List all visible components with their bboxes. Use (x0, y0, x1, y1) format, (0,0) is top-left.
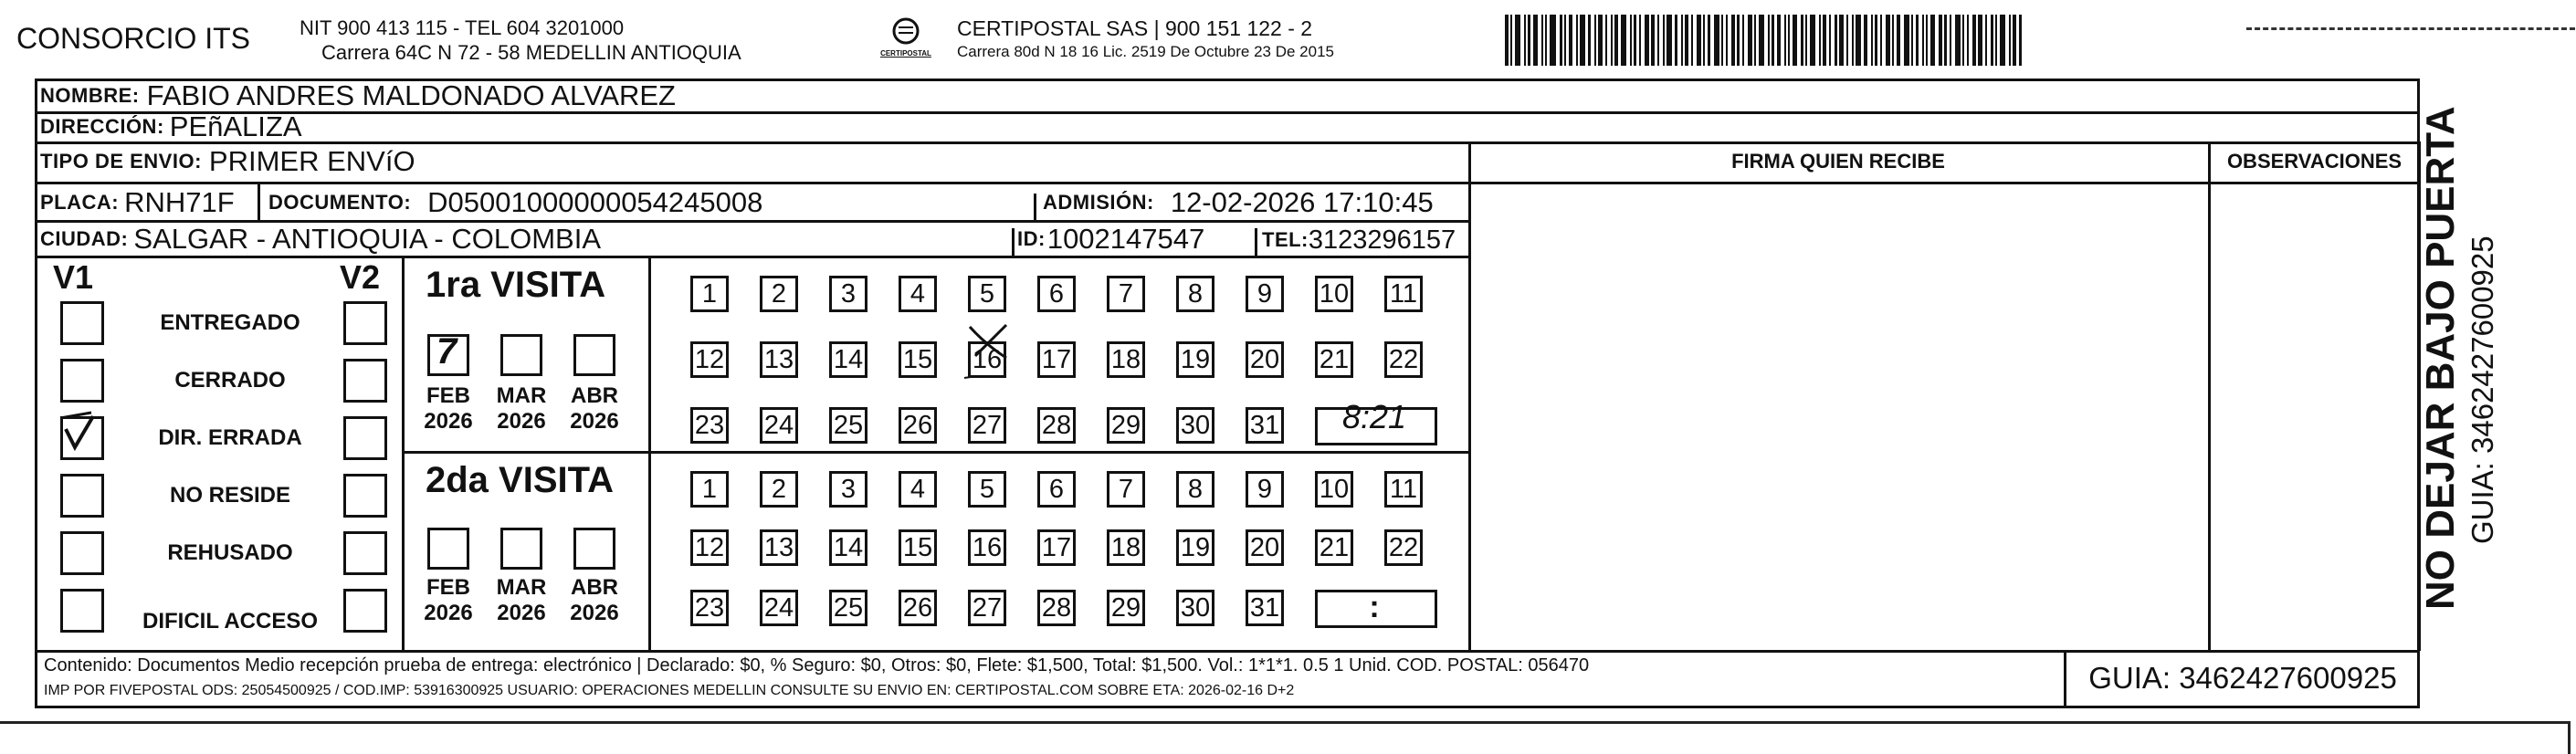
second-visit-day[interactable]: 25 (829, 590, 867, 626)
month-name: MAR (496, 383, 547, 408)
barcode (1505, 15, 2235, 66)
second-visit-day[interactable]: 6 (1037, 471, 1076, 508)
direccion-value: PEñALIZA (169, 110, 302, 142)
ciudad-value: SALGAR - ANTIOQUIA - COLOMBIA (133, 223, 601, 255)
certipostal-address: Carrera 80d N 18 16 Lic. 2519 De Octubre 23 De 2015 (957, 43, 1334, 60)
second-visit-day[interactable]: 21 (1315, 529, 1353, 566)
second-visit-day[interactable]: 29 (1107, 590, 1145, 626)
second-visit-day[interactable]: 16 (968, 529, 1006, 566)
tipo-value: PRIMER ENVíO (208, 145, 415, 177)
certipostal-title: CERTIPOSTAL SAS | 900 151 122 - 2 (957, 16, 1313, 40)
month-checkbox[interactable] (500, 334, 542, 376)
second-visit-day[interactable]: 20 (1246, 529, 1284, 566)
v1-header: V1 (53, 258, 94, 296)
first-visit-day[interactable]: 24 (760, 407, 798, 444)
observaciones-header: OBSERVACIONES (2226, 150, 2403, 173)
month-label (421, 575, 476, 626)
first-visit-day[interactable]: 6 (1037, 276, 1076, 312)
second-visit-day[interactable]: 24 (760, 590, 798, 626)
placa-row (40, 187, 235, 218)
first-visit-day[interactable]: 3 (829, 276, 867, 312)
status-label: ENTREGADO (160, 310, 300, 335)
month-year: 2026 (570, 601, 619, 625)
month-year: 2026 (424, 409, 473, 434)
first-visit-day[interactable]: 1 (690, 276, 729, 312)
v2-checkbox[interactable] (343, 301, 387, 345)
first-visit-day[interactable]: 20 (1246, 341, 1284, 378)
nombre-value: FABIO ANDRES MALDONADO ALVAREZ (146, 79, 676, 111)
v1-checkbox[interactable] (60, 474, 104, 518)
first-month-mark: 7 (436, 331, 457, 372)
first-visit-title: 1ra VISITA (426, 265, 606, 305)
documento-label: DOCUMENTO: (268, 191, 412, 214)
tipo-row (40, 146, 415, 177)
second-visit-day[interactable]: 26 (899, 590, 937, 626)
second-visit-title: 2da VISITA (426, 460, 614, 500)
v2-checkbox[interactable] (343, 474, 387, 518)
month-name: ABR (571, 383, 618, 408)
first-visit-day[interactable]: 17 (1037, 341, 1076, 378)
company-name: CONSORCIO ITS (16, 22, 251, 55)
tel-label: TEL: (1262, 228, 1309, 251)
first-visit-day[interactable]: 28 (1037, 407, 1076, 444)
v1-checkbox[interactable] (60, 359, 104, 403)
documento-row (268, 187, 762, 218)
second-visit-day[interactable]: 22 (1384, 529, 1423, 566)
first-visit-day[interactable]: 13 (760, 341, 798, 378)
month-label (494, 575, 549, 626)
placa-label: PLACA: (40, 191, 120, 214)
month-year: 2026 (497, 601, 546, 625)
first-visit-day[interactable]: 15 (899, 341, 937, 378)
ciudad-label: CIUDAD: (40, 227, 129, 250)
id-value: 1002147547 (1046, 223, 1205, 255)
month-year: 2026 (497, 409, 546, 434)
first-visit-day[interactable]: 10 (1315, 276, 1353, 312)
second-visit-day[interactable]: 1 (690, 471, 729, 508)
status-label: CERRADO (174, 368, 286, 393)
tear-line-bottom (0, 721, 2571, 724)
second-visit-day[interactable]: 13 (760, 529, 798, 566)
month-checkbox[interactable] (427, 528, 469, 570)
second-visit-day[interactable]: 19 (1176, 529, 1214, 566)
placa-value: RNH71F (124, 186, 235, 218)
second-time-value: : (1369, 590, 1380, 624)
first-visit-day[interactable]: 26 (899, 407, 937, 444)
month-name: FEB (426, 575, 470, 600)
month-label (567, 575, 622, 626)
month-year: 2026 (424, 601, 473, 625)
nombre-label: NOMBRE: (40, 84, 140, 107)
ciudad-row (40, 224, 601, 255)
second-visit-day[interactable]: 28 (1037, 590, 1076, 626)
first-visit-day[interactable]: 16 (968, 341, 1006, 378)
first-visit-day[interactable]: 23 (690, 407, 729, 444)
first-visit-day[interactable]: 31 (1246, 407, 1284, 444)
first-visit-day[interactable]: 18 (1107, 341, 1145, 378)
observations-area[interactable] (2211, 184, 2418, 650)
month-name: FEB (426, 383, 470, 408)
second-visit-day[interactable]: 5 (968, 471, 1006, 508)
second-visit-day[interactable]: 18 (1107, 529, 1145, 566)
month-checkbox[interactable] (573, 334, 615, 376)
first-visit-day[interactable]: 21 (1315, 341, 1353, 378)
first-visit-day[interactable]: 14 (829, 341, 867, 378)
first-time-value: 8:21 (1341, 398, 1407, 435)
second-visit-day[interactable]: 7 (1107, 471, 1145, 508)
id-row (1017, 224, 1204, 255)
company-address: Carrera 64C N 72 - 58 MEDELLIN ANTIOQUIA (321, 41, 741, 64)
first-visit-day[interactable]: 12 (690, 341, 729, 378)
first-visit-day[interactable]: 19 (1176, 341, 1214, 378)
company-nit: NIT 900 413 115 - TEL 604 3201000 (300, 16, 625, 39)
admision-label: ADMISIÓN: (1043, 191, 1154, 214)
footer-guia: GUIA: 3462427600925 (2088, 661, 2397, 695)
month-label (494, 383, 549, 435)
tel-row (1262, 225, 1456, 256)
v2-checkbox[interactable] (343, 416, 387, 460)
v1-checkbox[interactable] (60, 531, 104, 575)
cut-line-top (2246, 27, 2575, 30)
second-visit-day[interactable]: 17 (1037, 529, 1076, 566)
v2-checkbox[interactable] (343, 589, 387, 633)
direccion-label: DIRECCIÓN: (40, 115, 164, 138)
v1-checkbox[interactable] (60, 301, 104, 345)
v2-header: V2 (340, 258, 381, 296)
v1-checkbox[interactable] (60, 416, 104, 460)
documento-value: D05001000000054245008 (427, 186, 763, 218)
direccion-row (40, 111, 302, 142)
admision-value: 12-02-2026 17:10:45 (1170, 186, 1434, 218)
first-visit-day[interactable]: 4 (899, 276, 937, 312)
first-visit-day[interactable]: 30 (1176, 407, 1214, 444)
first-visit-day[interactable]: 29 (1107, 407, 1145, 444)
first-visit-day[interactable]: 8 (1176, 276, 1214, 312)
status-label: REHUSADO (167, 540, 293, 565)
second-visit-day[interactable]: 30 (1176, 590, 1214, 626)
month-name: ABR (571, 575, 618, 600)
first-visit-day[interactable]: 25 (829, 407, 867, 444)
month-checkbox[interactable] (500, 528, 542, 570)
second-visit-day[interactable]: 8 (1176, 471, 1214, 508)
signature-area[interactable] (1471, 184, 2208, 650)
second-visit-day[interactable]: 31 (1246, 590, 1284, 626)
admision-row (1043, 187, 1434, 218)
first-visit-day[interactable]: 2 (760, 276, 798, 312)
first-visit-day[interactable]: 11 (1384, 276, 1423, 312)
second-visit-day[interactable]: 14 (829, 529, 867, 566)
second-visit-day[interactable]: 10 (1315, 471, 1353, 508)
first-visit-day[interactable]: 27 (968, 407, 1006, 444)
v2-checkbox[interactable] (343, 531, 387, 575)
second-visit-day[interactable]: 3 (829, 471, 867, 508)
second-visit-day[interactable]: 27 (968, 590, 1006, 626)
status-label: NO RESIDE (169, 483, 291, 508)
second-visit-day[interactable]: 23 (690, 590, 729, 626)
second-visit-day[interactable]: 12 (690, 529, 729, 566)
month-checkbox[interactable] (573, 528, 615, 570)
tipo-label: TIPO DE ENVIO: (40, 150, 202, 173)
month-year: 2026 (570, 409, 619, 434)
status-label: DIR. ERRADA (158, 425, 302, 450)
first-visit-day[interactable]: 5 (968, 276, 1006, 312)
second-visit-day[interactable]: 11 (1384, 471, 1423, 508)
nombre-row (40, 80, 676, 111)
tel-value: 3123296157 (1308, 225, 1456, 255)
first-visit-day[interactable]: 22 (1384, 341, 1423, 378)
no-dejar-bajo-puerta: NO DEJAR BAJO PUERTA (2418, 106, 2463, 610)
footer-imp: IMP POR FIVEPOSTAL ODS: 25054500925 / COD.IMP: 53916300925 USUARIO: OPERACIONES MEDELLIN CONSULTE SU ENVIO EN: CERTIPOSTAL.COM SOBRE ETA: 2026-02-16 D+2 (44, 683, 1295, 698)
second-visit-day[interactable]: 15 (899, 529, 937, 566)
status-label: DIFICIL ACCESO (142, 609, 318, 634)
second-visit-day[interactable]: 2 (760, 471, 798, 508)
first-visit-day[interactable]: 7 (1107, 276, 1145, 312)
second-visit-day[interactable]: 9 (1246, 471, 1284, 508)
certipostal-logo (878, 16, 933, 62)
month-label (567, 383, 622, 435)
v1-checkbox[interactable] (60, 589, 104, 633)
month-name: MAR (496, 575, 547, 600)
side-guia: GUIA: 3462427600925 (2466, 236, 2499, 544)
first-visit-day[interactable]: 9 (1246, 276, 1284, 312)
month-label (421, 383, 476, 435)
firma-header: FIRMA QUIEN RECIBE (1731, 150, 1945, 173)
second-visit-day[interactable]: 4 (899, 471, 937, 508)
certipostal-logo-text: CERTIPOSTAL (880, 49, 931, 58)
footer-contenido: Contenido: Documentos Medio recepción prueba de entrega: electrónico | Declarado: $0, % Seguro: $0, Otros: $0, Flete: $1,500, Total: $1,500. Vol.: 1*1*1. 0.5 1 Unid. COD. POSTAL: 056470 (44, 655, 1590, 675)
v2-checkbox[interactable] (343, 359, 387, 403)
id-label: ID: (1017, 227, 1046, 250)
